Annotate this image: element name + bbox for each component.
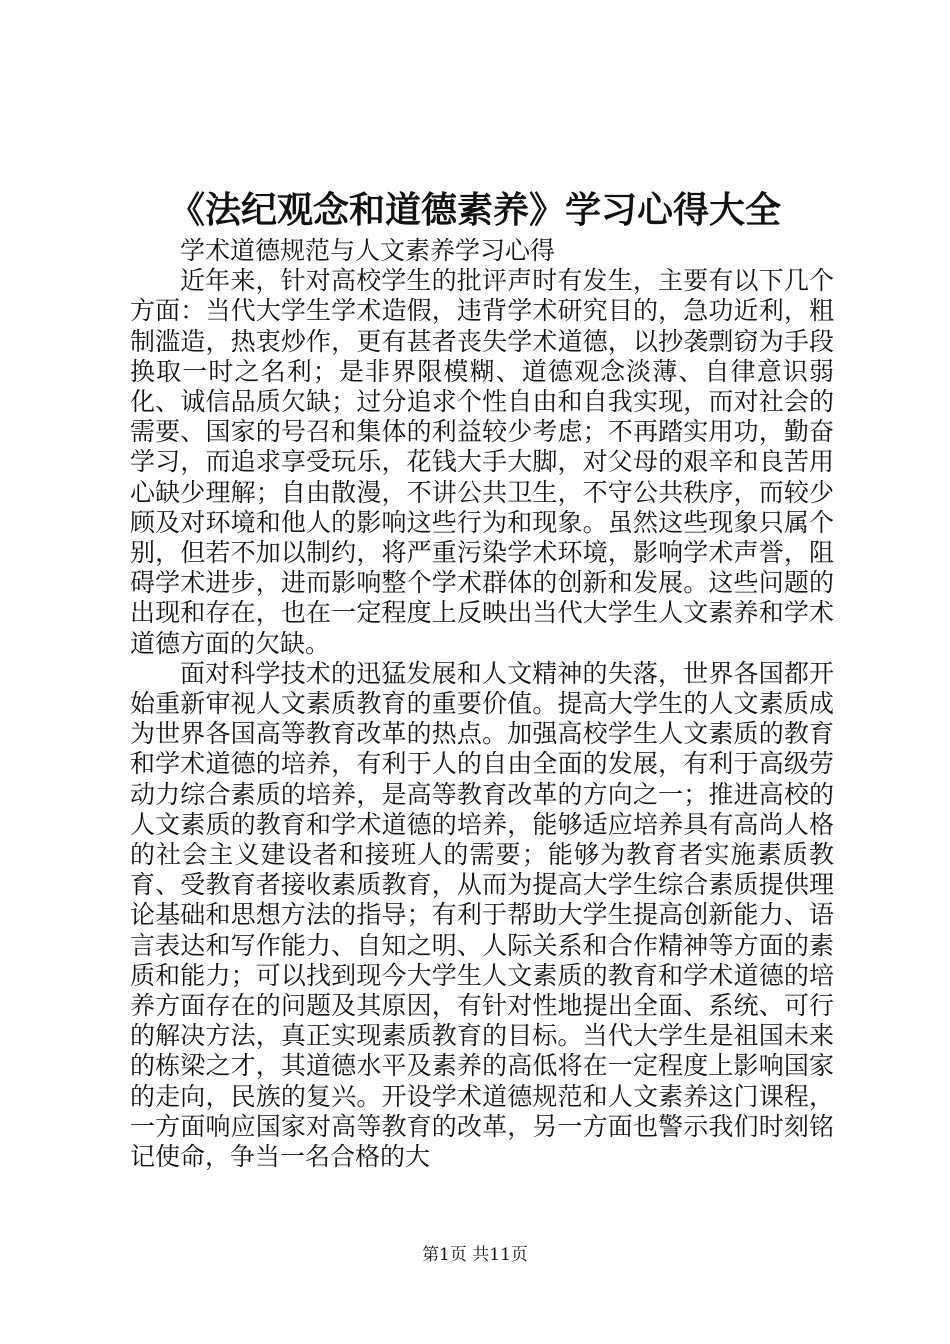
page-footer: 第1页 共11页 — [422, 1245, 528, 1265]
paragraph-subtitle: 学术道德规范与人文素养学习心得 — [180, 236, 556, 265]
document-body — [130, 236, 834, 1172]
paragraph: 近年来，针对高校学生的批评声时有发生，主要有以下几个方面：当代大学生学术造假，违背学术研究目的，急功近利，粗制滥造，热衷炒作，更有甚者丧失学术道德，以抄袭剽窃为手段换取一时之名利；是非界限模糊、道德观念淡薄、自律意识弱化、诚信品质欠缺；过分追求个性自由和自我实现，而对社会的需要、国家的号召和集体的利益较少考虑；不再踏实用功，勤奋学习，而追求享受玩乐，花钱大手大脚，对父母的艰辛和良苦用心缺少理解；自由散漫，不讲公共卫生，不守公共秩序，而较少顾及对环境和他人的影响这些行为和现象。虽然这些现象只属个别，但若不加以制约，将严重污染学术环境，影响学术声誉，阻碍学术进步，进而影响整个学术群体的创新和发展。这些问题的出现和存在，也在一定程度上反映出当代大学生人文素养和学术道德方面的欠缺。 — [130, 266, 834, 658]
paragraph: 面对科学技术的迅猛发展和人文精神的失落，世界各国都开始重新审视人文素质教育的重要价值。提高大学生的人文素质成为世界各国高等教育改革的热点。加强高校学生人文素质的教育和学术道德的培养，有利于人的自由全面的发展，有利于高级劳动力综合素质的培养，是高等教育改革的方向之一；推进高校的人文素质的教育和学术道德的培养，能够适应培养具有高尚人格的社会主义建设者和接班人的需要；能够为教育者实施素质教育、受教育者接收素质教育，从而为提高大学生综合素质提供理论基础和思想方法的指导；有利于帮助大学生提高创新能力、语言表达和写作能力、自知之明、人际关系和合作精神等方面的素质和能力；可以找到现今大学生人文素质的教育和学术道德的培养方面存在的问题及其原因，有针对性地提出全面、系统、可行的解决方法，真正实现素质教育的目标。当代大学生是祖国未来的栋梁之才，其道德水平及素养的高低将在一定程度上影响国家的走向，民族的复兴。开设学术道德规范和人文素养这门课程，一方面响应国家对高等教育的改革，另一方面也警示我们时刻铭记使命，争当一名合格的大 — [130, 658, 834, 1172]
document-title: 《法纪观念和道德素养》学习心得大全 — [168, 189, 781, 231]
